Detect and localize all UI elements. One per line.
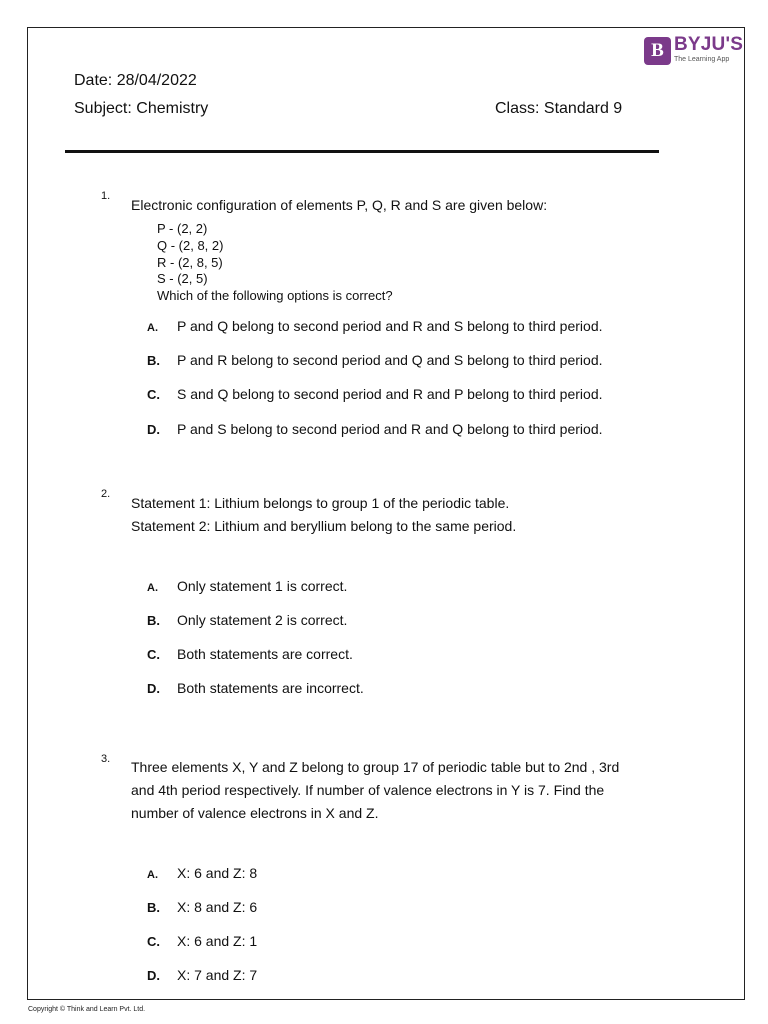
brand-tagline: The Learning App bbox=[674, 56, 730, 63]
option-label: B. bbox=[147, 900, 160, 915]
option-label: B. bbox=[147, 613, 160, 628]
option-label: A. bbox=[147, 322, 158, 334]
configuration-list bbox=[157, 221, 393, 305]
option-text: Both statements are correct. bbox=[177, 646, 353, 662]
question-line: Three elements X, Y and Z belong to group 17 of periodic table but to 2nd , 3rd bbox=[131, 759, 620, 775]
byjus-logo-icon: B bbox=[644, 37, 671, 65]
option-b[interactable] bbox=[147, 612, 347, 628]
option-text: S and Q belong to second period and R and P belong to third period. bbox=[177, 386, 603, 402]
option-label: A. bbox=[147, 582, 158, 594]
option-label: C. bbox=[147, 934, 160, 949]
question-text bbox=[131, 492, 516, 538]
option-text: Only statement 1 is correct. bbox=[177, 578, 348, 594]
class-label: Class: Standard 9 bbox=[495, 100, 623, 117]
option-c[interactable] bbox=[147, 646, 353, 662]
brand-name: BYJU'S bbox=[674, 34, 744, 55]
question-line: number of valence electrons in X and Z. bbox=[131, 805, 379, 821]
question-number: 3. bbox=[101, 753, 111, 765]
option-b[interactable] bbox=[147, 352, 603, 368]
option-text: X: 6 and Z: 1 bbox=[177, 933, 258, 949]
question-text: Electronic configuration of elements P, Q, R and S are given below: bbox=[131, 197, 548, 213]
option-c[interactable] bbox=[147, 386, 603, 402]
question-text bbox=[131, 756, 619, 825]
option-a[interactable] bbox=[147, 865, 257, 881]
option-d[interactable] bbox=[147, 421, 603, 437]
date-label: Date: 28/04/2022 bbox=[74, 72, 197, 89]
option-d[interactable] bbox=[147, 967, 257, 983]
option-d[interactable] bbox=[147, 680, 364, 696]
question-number: 2. bbox=[101, 488, 111, 500]
option-label: C. bbox=[147, 647, 160, 662]
option-a[interactable] bbox=[147, 318, 603, 334]
option-text: X: 7 and Z: 7 bbox=[177, 967, 258, 983]
option-text: X: 8 and Z: 6 bbox=[177, 899, 258, 915]
config-line: Q - (2, 8, 2) bbox=[157, 237, 224, 253]
config-line: R - (2, 8, 5) bbox=[157, 254, 223, 270]
option-text: Both statements are incorrect. bbox=[177, 680, 364, 696]
option-label: B. bbox=[147, 353, 160, 368]
option-label: D. bbox=[147, 968, 160, 983]
option-label: A. bbox=[147, 869, 158, 881]
statement-line: Statement 2: Lithium and beryllium belong to the same period. bbox=[131, 518, 517, 534]
option-text: P and Q belong to second period and R and S belong to third period. bbox=[177, 318, 603, 334]
option-b[interactable] bbox=[147, 899, 257, 915]
config-line: P - (2, 2) bbox=[157, 221, 208, 236]
option-text: P and S belong to second period and R and Q belong to third period. bbox=[177, 421, 603, 437]
option-c[interactable] bbox=[147, 933, 257, 949]
question-prompt: Which of the following options is correct? bbox=[157, 288, 393, 304]
option-text: P and R belong to second period and Q and S belong to third period. bbox=[177, 352, 603, 368]
question-number: 1. bbox=[101, 190, 111, 202]
question-line: and 4th period respectively. If number of valence electrons in Y is 7. Find the bbox=[131, 782, 605, 798]
statement-line: Statement 1: Lithium belongs to group 1 of the periodic table. bbox=[131, 495, 510, 511]
option-text: X: 6 and Z: 8 bbox=[177, 865, 258, 881]
option-label: D. bbox=[147, 681, 160, 696]
byjus-logo bbox=[644, 36, 744, 68]
option-text: Only statement 2 is correct. bbox=[177, 612, 348, 628]
copyright-footer: Copyright © Think and Learn Pvt. Ltd. bbox=[28, 1006, 146, 1013]
option-a[interactable] bbox=[147, 578, 347, 594]
subject-label: Subject: Chemistry bbox=[74, 100, 209, 117]
option-label: C. bbox=[147, 387, 160, 402]
header-divider bbox=[65, 150, 659, 153]
config-line: S - (2, 5) bbox=[157, 271, 208, 287]
option-label: D. bbox=[147, 422, 160, 437]
